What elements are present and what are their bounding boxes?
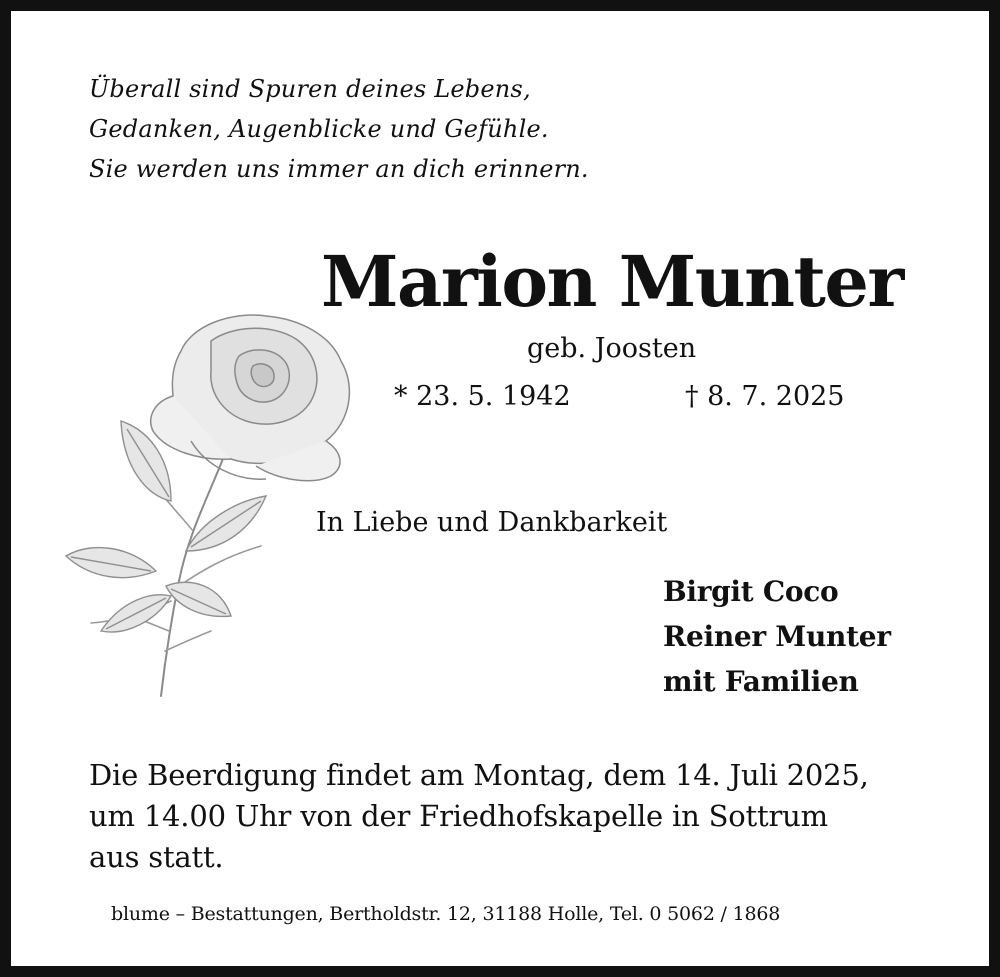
funeral-line-3: aus statt. (89, 840, 224, 874)
birth-date: * 23. 5. 1942 (394, 381, 571, 412)
funeral-home-contact: blume – Bestattungen, Bertholdstr. 12, 31188 Holle, Tel. 0 5062 / 1868 (111, 903, 781, 925)
funeral-line-1: Die Beerdigung findet am Montag, dem 14. Juli 2025, (89, 758, 869, 792)
mourner-name: Reiner Munter (663, 620, 891, 653)
dedication-text: In Liebe und Dankbarkeit (316, 507, 668, 538)
deceased-name: Marion Munter (321, 240, 903, 323)
rose-icon (61, 301, 371, 701)
maiden-name: geb. Joosten (527, 333, 697, 364)
mourner-name: mit Familien (663, 665, 859, 698)
mourner-name: Birgit Coco (663, 575, 839, 608)
verse-line-2: Gedanken, Augenblicke und Gefühle. (89, 115, 549, 143)
verse-line-1: Überall sind Spuren deines Lebens, (89, 75, 531, 103)
funeral-announcement (89, 755, 869, 878)
death-date: † 8. 7. 2025 (685, 381, 845, 412)
mourners-list (663, 569, 891, 704)
memorial-verse (89, 69, 589, 189)
funeral-line-2: um 14.00 Uhr von der Friedhofskapelle in Sottrum (89, 799, 828, 833)
verse-line-3: Sie werden uns immer an dich erinnern. (89, 155, 589, 183)
